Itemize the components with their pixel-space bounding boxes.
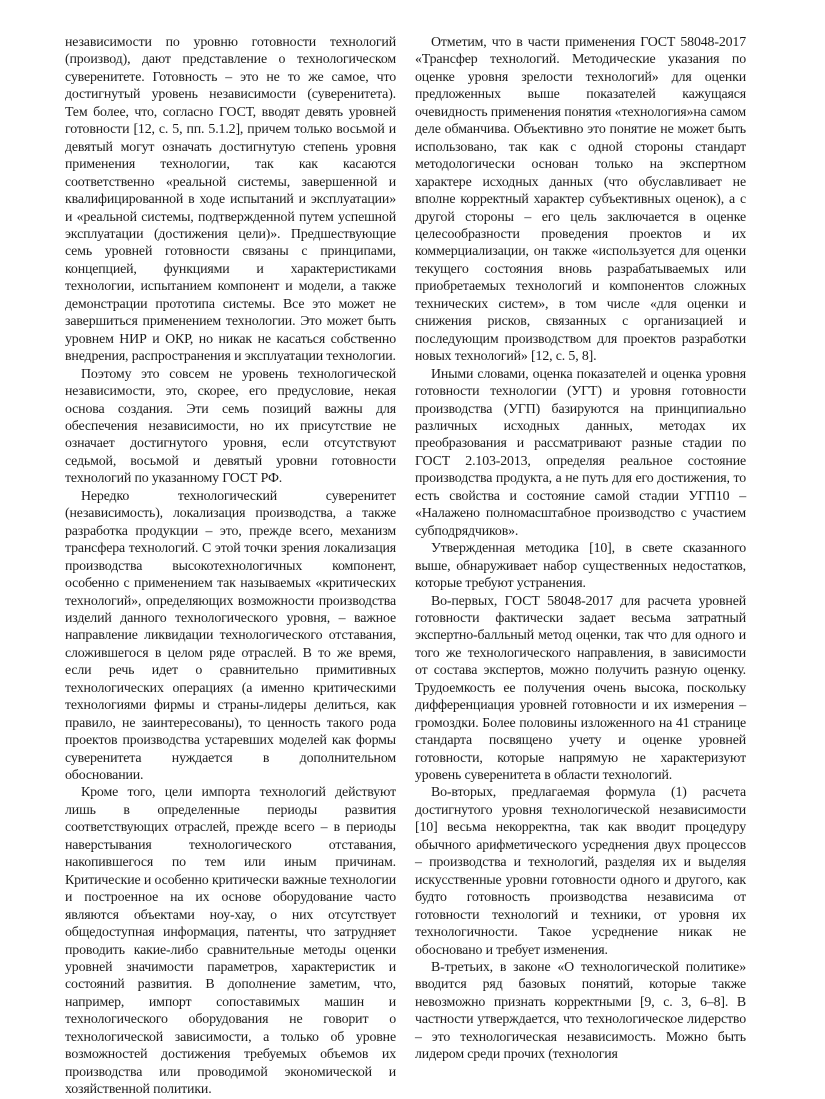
paragraph: независимости по уровню готовности технологий (производ), дают представление о технологическом суверенитете. Готовность – это не то же самое, что достигнутый уровень независимости (суверенитета). Тем более, что, согласно ГОСТ, вводят девять уровней готовности [12, с. 5, пп. 5.1.2], причем только восьмой и девятый могут означать достигнутую степень уровня применения технологии, так как касаются соответственно «реальной системы, завершенной и квалифицированной в ходе испытаний и эксплуатации» и «реальной системы, подтвержденной путем успешной эксплуатации (достижения цели)». Предшествующие семь уровней готовности связаны с принципами, концепцией, функциями и характеристиками технологии, испытанием компонент и модели, а также демонстрации прототипа системы. Все это может не завершиться применением технологии. Это может быть уровнем НИР и ОКР, но никак не касаться собственно внедрения, распространения и эксплуатации технологии. (65, 35, 396, 365)
right-column (415, 34, 746, 1064)
paragraph: В-третьих, в законе «О технологической политике» вводится ряд базовых понятий, которые также невозможно признать корректными [9, с. 3, 6–8]. В частности утверждается, что технологическое лидерство – это технологическая независимость. Можно быть лидером среди прочих (технология (415, 960, 746, 1063)
left-column (65, 34, 396, 1099)
paragraph: Иными словами, оценка показателей и оценка уровня готовности технологии (УГТ) и уровня готовности производства (УГП) базируются на принципиально различных исходных данных, методах их преобразования и рассматривают разные стадии по ГОСТ 2.103-2013, определяя реальное состояние производства продукта, а не путь для его достижения, то есть свойства и состояние самой стадии УГП10 – «Налажено полномасштабное производство с участием субподрядчиков». (415, 366, 746, 539)
paragraph: Во-вторых, предлагаемая формула (1) расчета достигнутого уровня технологической независимости [10] весьма некорректна, так как вводит процедуру обычного арифметического усреднения двух процессов – производства и технологий, разделяя их и выделяя искусственные уровни готовности одного и другого, как будто готовность производства независима от готовности технологий и техники, от уровня их технологичности. Такое усреднение никак не обосновано и требует изменения. (415, 785, 746, 958)
paragraph: Нередко технологический суверенитет (независимость), локализация производства, а также разработка продукции – это, прежде всего, механизм трансфера технологий. С этой точки зрения локализация производства высокотехнологичных компонент, особенно с применением так называемых «критических технологий», определяющих возможности производства изделий данного технологического уровня, – важное направление ликвидации технологического отставания, сложившегося в целом ряде отраслей. В то же время, если речь идет о сравнительно примитивных технологических операциях (а именно критическими технологиями фирмы и страны-лидеры делиться, как правило, не заинтересованы), то ценность такого рода проектов производства устаревших моделей как формы суверенитета нуждается в дополнительном обосновании. (65, 488, 396, 784)
paragraph: Утвержденная методика [10], в свете сказанного выше, обнаруживает набор существенных недостатков, которые требуют устранения. (415, 541, 746, 592)
paragraph: Поэтому это совсем не уровень технологической независимости, это, скорее, его предусловие, некая основа создания. Эти семь позиций важны для обеспечения независимости, но их присутствие не означает достигнутого уровня, если отсутствуют седьмой, восьмой и девятый уровни готовности технологий по указанному ГОСТ РФ. (65, 366, 396, 487)
paragraph: Отметим, что в части применения ГОСТ 58048-2017 «Трансфер технологий. Методические указания по оценке уровня зрелости технологий» для оценки предложенных выше показателей кажущаяся очевидность применения понятия «технология»на самом деле обманчива. Объективно это понятие не может быть использовано, так как с одной стороны стандарт методологически основан только на экспертном характере исходных данных (что обуславливает не вполне корректный характер субъективных оценок), а с другой стороны – его цель заключается в оценке целесообразности проведения проектов и их коммерциализации, он также «используется для оценки текущего состояния вновь разрабатываемых или приобретаемых технологий и компонентов сложных технических систем», в том числе «для оценки и снижения рисков, связанных с организацией и последующим производством для проектов разработки новых технологий» [12, с. 5, 8]. (415, 35, 746, 365)
paragraph: Во-первых, ГОСТ 58048-2017 для расчета уровней готовности фактически задает весьма затратный экспертно-балльный метод оценки, так что для одного и того же технологического направления, в зависимости от состава экспертов, можно получить разную оценку. Трудоемкость ее получения очень высока, поскольку дифференциация уровней готовности и их измерения – громоздки. Более половины изложенного на 41 странице стандарта посвящено учету и оценке уровней готовности, которые напрямую не характеризуют уровень суверенитета в области технологий. (415, 593, 746, 784)
paragraph: Кроме того, цели импорта технологий действуют лишь в определенные периоды развития соответствующих отраслей, прежде всего – в периоды наверстывания технологического отставания, накопившегося по тем или иным причинам. Критические и особенно критически важные технологии и построенное на их основе оборудование часто являются объектами ноу-хау, о них отсутствует общедоступная информация, патенты, что затрудняет проводить какие-либо сравнительные методы оценки уровней значимости параметров, характеристик и состояний развития. В дополнение заметим, что, например, импорт сопоставимых машин и технологического оборудования не говорит о технологической зависимости, а только об уровне возможностей достижения требуемых объемов их производства или проводимой экономической и хозяйственной политики. (65, 785, 396, 1098)
